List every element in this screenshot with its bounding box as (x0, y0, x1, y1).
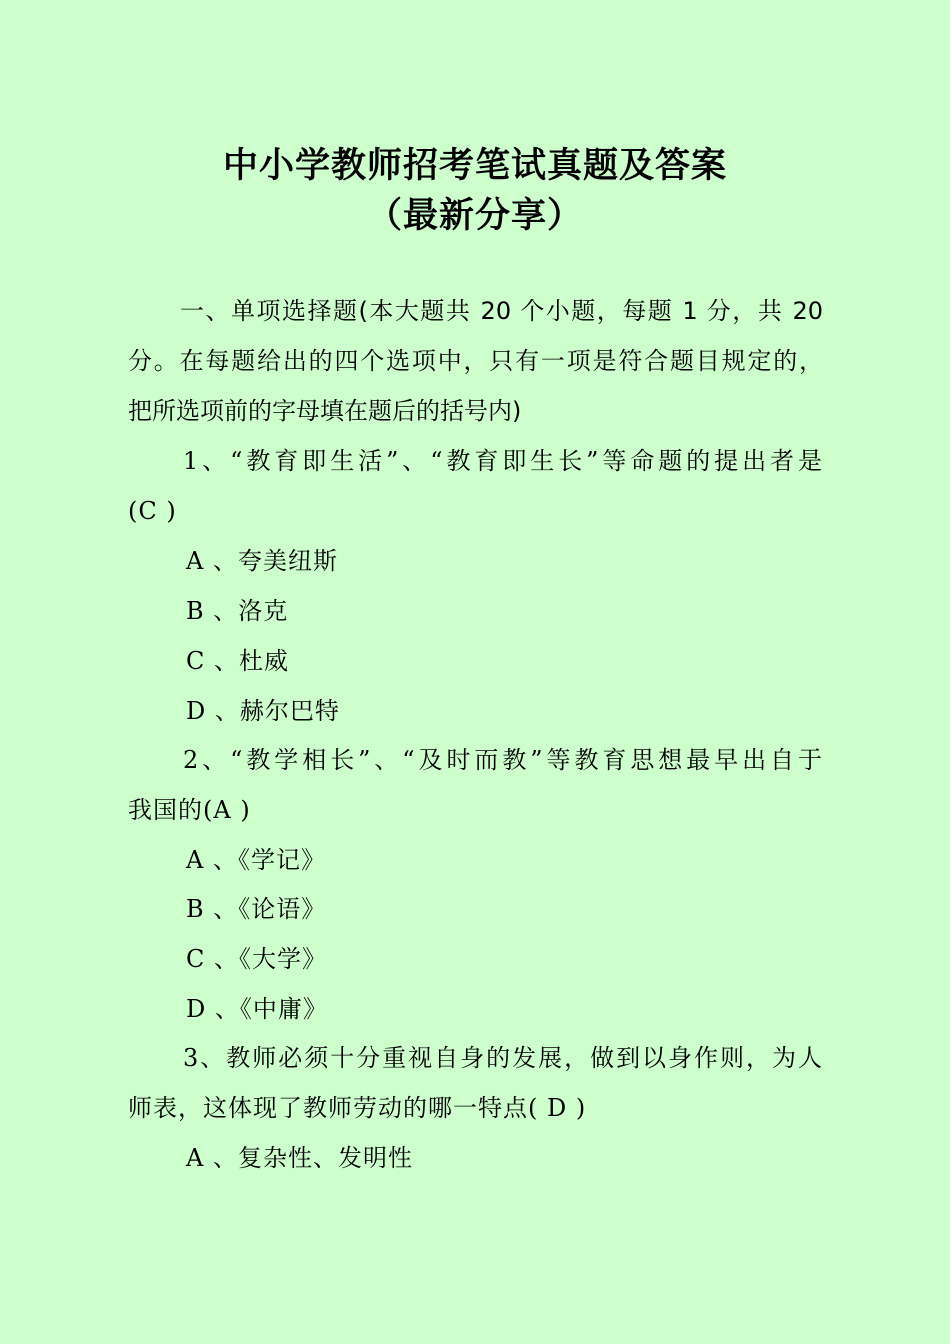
question-3-answer: 师表，这体现了教师劳动的哪一特点( D ) (128, 1094, 587, 1122)
question-2-option-d: D 、《中庸》 (186, 995, 328, 1023)
question-2-stem: 2、“教学相长”、“及时而教”等教育思想最早出自于 (183, 746, 823, 774)
question-1-option-b: B 、洛克 (186, 597, 289, 625)
question-3-option-a: A 、复杂性、发明性 (186, 1144, 413, 1172)
question-1-option-c: C 、杜威 (186, 647, 289, 675)
section-heading-line-2: 分。在每题给出的四个选项中，只有一项是符合题目规定的， (128, 347, 823, 375)
section-heading-line-1: 一、单项选择题(本大题共 20 个小题，每题 1 分，共 20 (180, 297, 823, 325)
section-heading-line-3: 把所选项前的字母填在题后的括号内) (128, 397, 522, 425)
document-subtitle: （最新分享） (366, 195, 583, 236)
question-2-option-c: C 、《大学》 (186, 945, 327, 973)
question-2-answer: 我国的(A ) (128, 796, 251, 824)
question-1-option-d: D 、赫尔巴特 (186, 697, 340, 725)
question-2-option-b: B 、《论语》 (186, 895, 327, 923)
question-2-option-a: A 、《学记》 (186, 846, 326, 874)
question-1-option-a: A 、夸美纽斯 (186, 547, 338, 575)
question-3-stem: 3、教师必须十分重视自身的发展，做到以身作则，为人 (183, 1044, 823, 1072)
document-title: 中小学教师招考笔试真题及答案 (222, 145, 727, 186)
question-1-stem: 1、“教育即生活”、“教育即生长”等命题的提出者是 (183, 447, 823, 475)
question-1-answer: (C ) (128, 497, 177, 525)
